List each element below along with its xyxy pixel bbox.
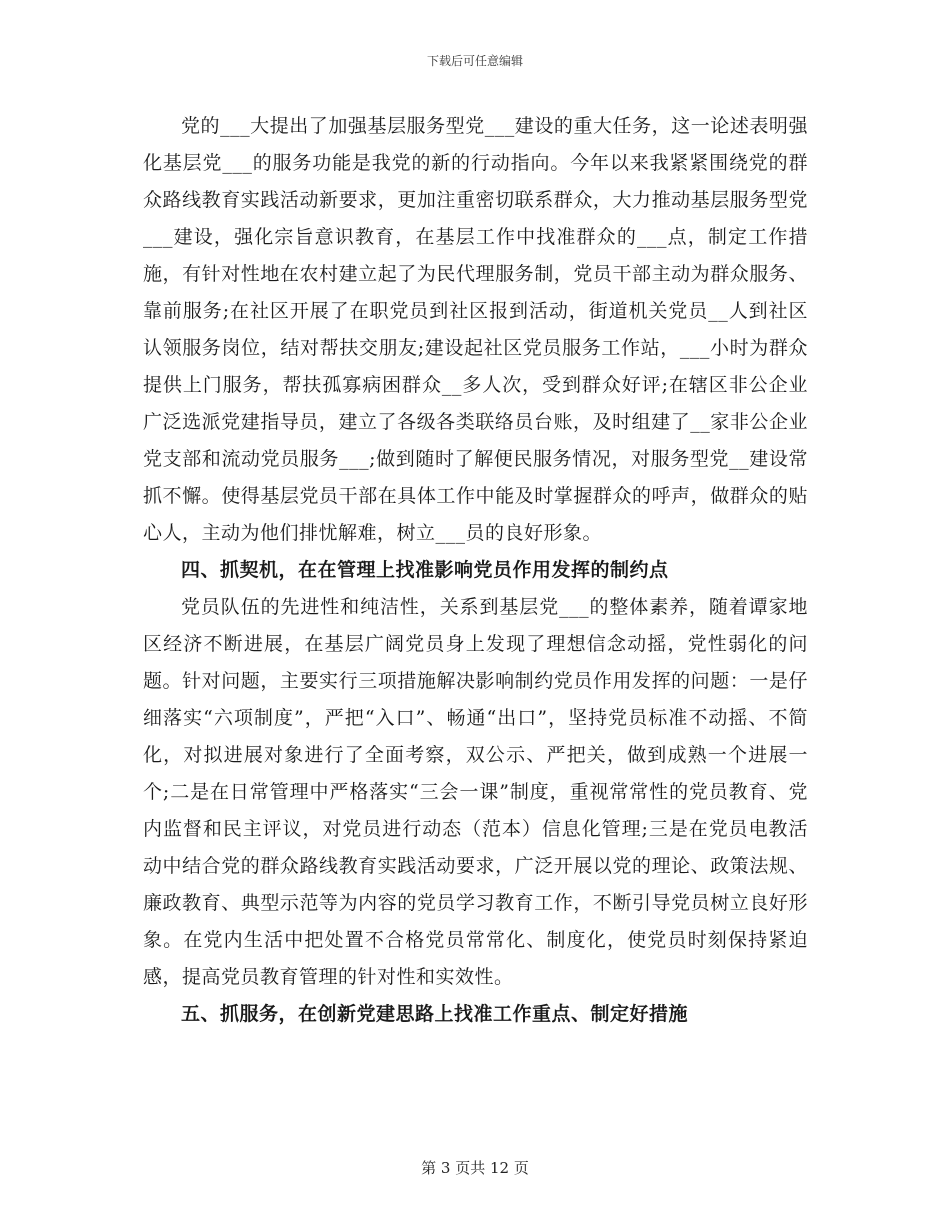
page-header-note: 下载后可任意编辑 [426,54,523,68]
section-heading-4: 四、抓契机，在在管理上找准影响党员作用发挥的制约点 [181,559,669,581]
document-body [143,108,808,1033]
page-number-footer: 第 3 页共 12 页 [421,1159,529,1177]
body-paragraph: 党员队伍的先进性和纯洁性，关系到基层党___的整体素养，随着谭家地区经济不断进展，在基层广阔党员身上发现了理想信念动摇，党性弱化的问题。针对问题，主要实行三项措施解决影响制约党员作用发挥的问题：一是仔细落实“六项制度”，严把“入口”、畅通“出口”，坚持党员标准不动摇、不简化，对拟进展对象进行了全面考察，双公示、严把关，做到成熟一个进展一个;二是在日常管理中严格落实“三会一课”制度，重视常常性的党员教育、党内监督和民主评议，对党员进行动态（范本）信息化管理;三是在党员电教活动中结合党的群众路线教育实践活动要求，广泛开展以党的理论、政策法规、廉政教育、典型示范等为内容的党员学习教育工作，不断引导党员树立良好形象。在党内生活中把处置不合格党员常常化、制度化，使党员时刻保持紧迫感，提高党员教育管理的针对性和实效性。 [143,596,808,988]
section-heading-5: 五、抓服务，在创新党建思路上找准工作重点、制定好措施 [181,1003,689,1025]
body-paragraph: 党的___大提出了加强基层服务型党___建设的重大任务，这一论述表明强化基层党___的服务功能是我党的新的行动指向。今年以来我紧紧围绕党的群众路线教育实践活动新要求，更加注重密切联系群众，大力推动基层服务型党___建设，强化宗旨意识教育，在基层工作中找准群众的___点，制定工作措施，有针对性地在农村建立起了为民代理服务制，党员干部主动为群众服务、靠前服务;在社区开展了在职党员到社区报到活动，街道机关党员__人到社区认领服务岗位，结对帮扶交朋友;建设起社区党员服务工作站，___小时为群众提供上门服务，帮扶孤寡病困群众__多人次，受到群众好评;在辖区非公企业广泛选派党建指导员，建立了各级各类联络员台账，及时组建了__家非公企业党支部和流动党员服务___;做到随时了解便民服务情况，对服务型党__建设常抓不懈。使得基层党员干部在具体工作中能及时掌握群众的呼声，做群众的贴心人，主动为他们排忧解难，树立___员的良好形象。 [143,115,808,544]
